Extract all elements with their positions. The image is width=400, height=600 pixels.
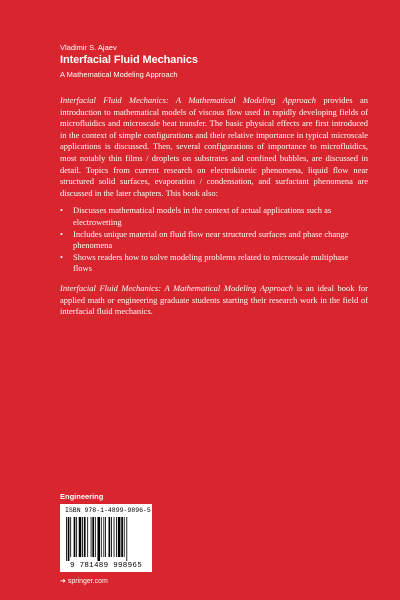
barcode-bar bbox=[92, 517, 94, 557]
barcode-bar bbox=[76, 517, 77, 557]
barcode-bar bbox=[97, 517, 100, 561]
barcode-bar bbox=[74, 517, 76, 557]
barcode-bar bbox=[111, 517, 112, 557]
blurb-closing-paragraph bbox=[60, 283, 368, 318]
barcode-bar bbox=[87, 517, 88, 557]
barcode-bar bbox=[109, 517, 111, 557]
bullet-icon: • bbox=[60, 205, 63, 216]
book-title-italic: Interfacial Fluid Mechanics: A Mathematical Modeling Approach bbox=[60, 282, 294, 293]
isbn-number: ISBN 978-1-4899-9896-5 bbox=[65, 507, 151, 514]
isbn-barcode bbox=[60, 504, 152, 572]
barcode-bar bbox=[68, 517, 70, 561]
barcode-bar bbox=[114, 517, 115, 557]
barcode-bar bbox=[82, 517, 83, 557]
barcode-bar bbox=[95, 517, 96, 557]
publisher-website: ➜ springer.com bbox=[60, 578, 108, 585]
barcode-bar bbox=[101, 517, 102, 557]
barcode-icon bbox=[66, 517, 146, 561]
barcode-bar bbox=[124, 517, 125, 557]
barcode-bar bbox=[79, 517, 82, 557]
book-subtitle: A Mathematical Modeling Approach bbox=[60, 70, 178, 79]
bullet-icon: • bbox=[60, 228, 63, 239]
bullet-icon: • bbox=[60, 251, 63, 262]
intro-text: provides an introduction to mathematical models of viscous flow used in rapidly developing fields of microfluidics and microscale heat transfer. The basic physical effects are first introduced in the context of simple configurations and their relative importance in typical microscale applications is discussed. Then, several configurations of importance to microfluidics, most notably thin films / droplets on substrates and confined bubbles, are discussed in detail. Topics from current research on electrokinetic phenomena, liquid flow near structured solid surfaces, evaporation / condensation, and surfactant phenomena are discussed in the later chapters. This book also: bbox=[60, 95, 369, 198]
book-title-italic: Interfacial Fluid Mechanics: A Mathematical Modeling Approach bbox=[60, 95, 316, 105]
barcode-bar bbox=[91, 517, 92, 557]
barcode-bar bbox=[70, 517, 71, 557]
barcode-bar bbox=[84, 517, 86, 557]
barcode-bar bbox=[103, 517, 104, 557]
closing-text: is an ideal book for applied math or engineering graduate students starting their research work in the field of interfacial fluid mechanics. bbox=[60, 282, 369, 317]
barcode-bar bbox=[66, 517, 67, 561]
list-item: • Shows readers how to solve modeling problems related to microscale multiphase flows bbox=[60, 251, 349, 274]
barcode-bar bbox=[121, 517, 123, 557]
blurb-intro-paragraph bbox=[60, 95, 368, 199]
author-name: Vladimir S. Ajaev bbox=[60, 43, 117, 52]
barcode-bar bbox=[105, 517, 106, 557]
barcode-bar bbox=[126, 517, 127, 561]
barcode-digits: 9 781489 998965 bbox=[69, 562, 142, 570]
blurb-text bbox=[60, 95, 368, 318]
arrow-icon: ➜ bbox=[60, 578, 68, 585]
book-title: Interfacial Fluid Mechanics bbox=[60, 54, 198, 66]
feature-list bbox=[60, 205, 368, 275]
barcode-bar bbox=[116, 517, 117, 557]
barcode-bar bbox=[118, 517, 121, 557]
list-item: • Discusses mathematical models in the context of actual applications such as electrowetting bbox=[60, 205, 332, 227]
subject-category: Engineering bbox=[60, 492, 104, 501]
list-item: • Includes unique material on fluid flow near structured surfaces and phase change phenomena bbox=[60, 228, 349, 251]
